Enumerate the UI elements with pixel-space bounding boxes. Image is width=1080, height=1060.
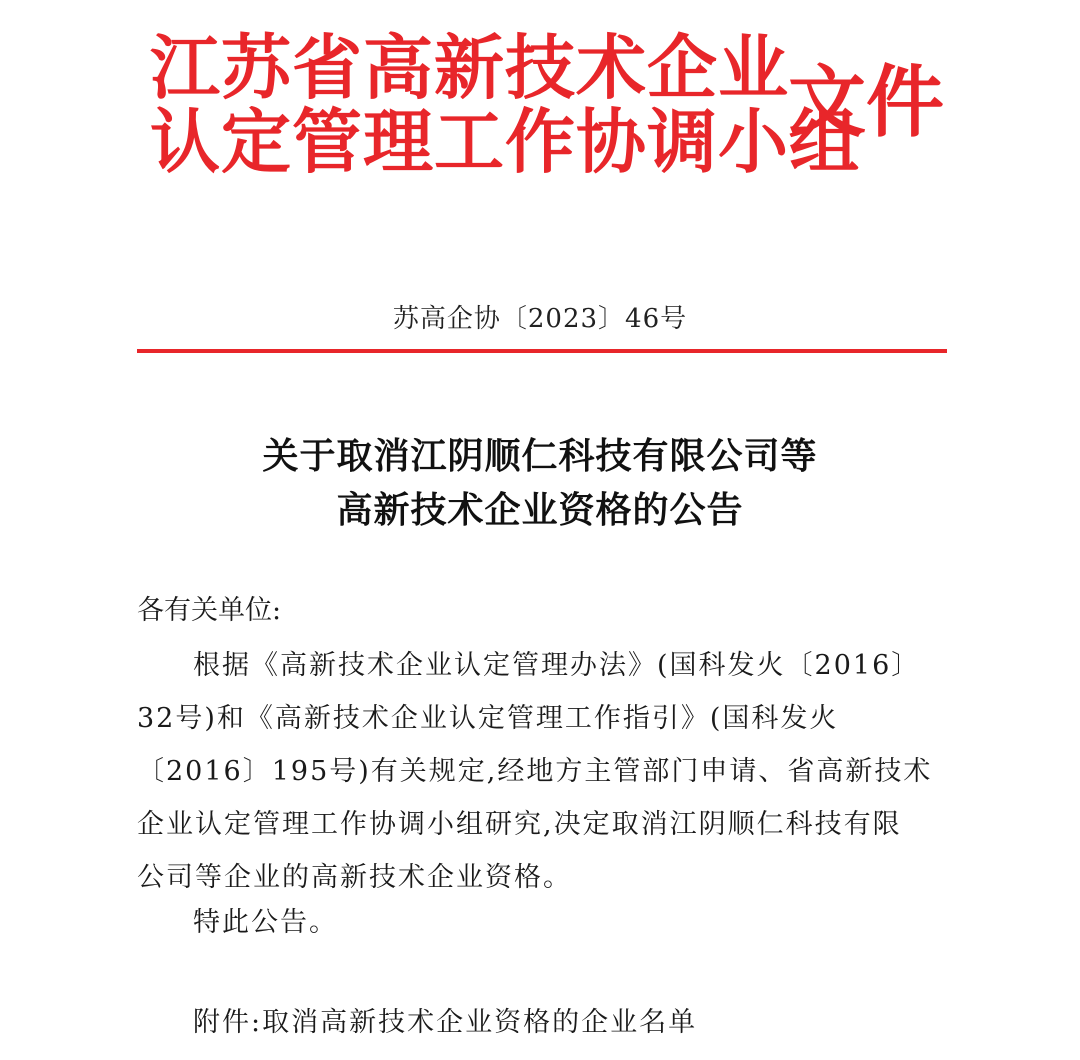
paragraph-line-4: 企业认定管理工作协调小组研究,决定取消江阴顺仁科技有限: [137, 809, 902, 840]
paragraph-line-2: 32号)和《高新技术企业认定管理工作指引》(国科发火: [137, 703, 839, 734]
header-doc-word: 文件: [788, 58, 945, 148]
paragraph-line-1: 根据《高新技术企业认定管理办法》(国科发火〔2016〕: [193, 650, 921, 681]
paragraph-line-5: 公司等企业的高新技术企业资格。: [137, 862, 572, 893]
closing-text: 特此公告。: [193, 907, 338, 938]
title-line1: 关于取消江阴顺仁科技有限公司等: [262, 435, 818, 477]
salutation: 各有关单位:: [137, 595, 282, 626]
document-number: 苏高企协〔2023〕46号: [392, 304, 688, 334]
attachment-note: 附件:取消高新技术企业资格的企业名单: [193, 1007, 698, 1038]
red-divider-line: [137, 349, 947, 353]
header-org-line1: 江苏省高新技术企业: [150, 27, 789, 109]
paragraph-line-3: 〔2016〕195号)有关规定,经地方主管部门申请、省高新技术: [137, 756, 933, 787]
header-org-line2: 认定管理工作协调小组: [150, 101, 860, 183]
title-line2: 高新技术企业资格的公告: [336, 489, 744, 531]
